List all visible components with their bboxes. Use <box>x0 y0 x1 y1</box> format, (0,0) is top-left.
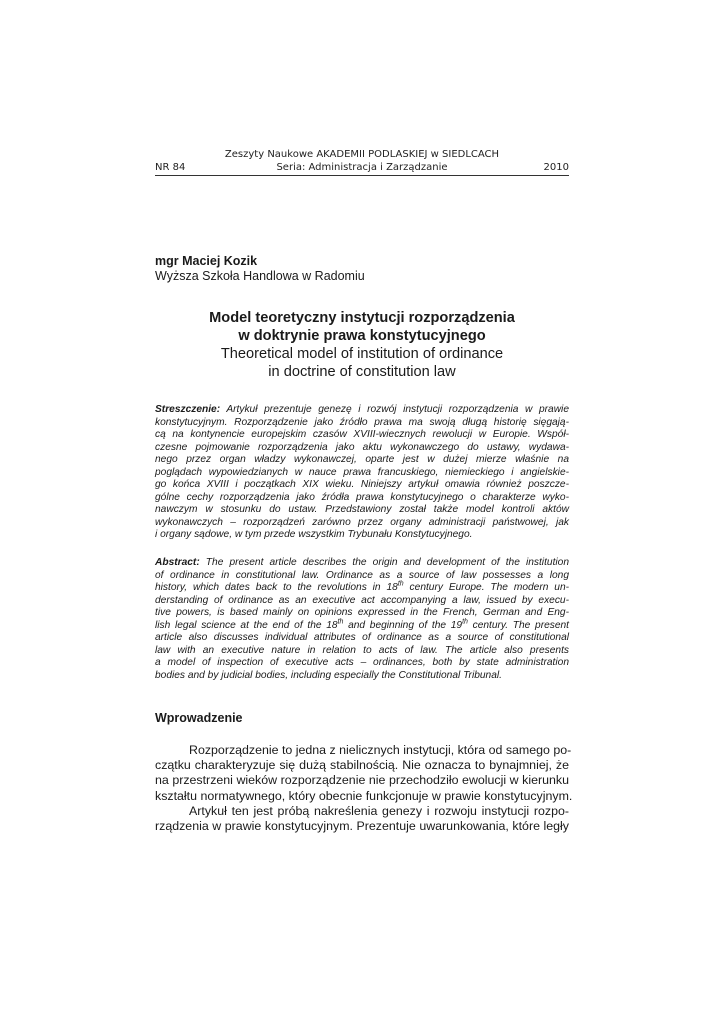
journal-title: Zeszyty Naukowe AKADEMII PODLASKIEJ w SIEDLCACH <box>224 149 500 160</box>
publication-year: 2010 <box>543 162 569 173</box>
abstract-line: lish legal science at the end of the 18th and beginning of the 19th century. The present <box>155 618 570 631</box>
title-en-line1: Theoretical model of institution of ordinance <box>220 346 504 362</box>
article-title <box>155 309 569 381</box>
abstract-line: nego przez organ władzy wykonawczej, oparte jest w dużej mierze właśnie na <box>155 454 569 465</box>
abstract-line: cą na kontynencie europejskim czasów XVIII-wiecznych rewolucji w Europie. Współ- <box>155 429 569 440</box>
section-heading: Wprowadzenie <box>155 711 243 725</box>
abstract-label: Abstract: <box>155 557 200 568</box>
body-line: na przestrzeni wieków rozporządzenie nie przechodziło ewolucji w kierunku <box>155 773 569 788</box>
abstract-line: Abstract: The present article describes the origin and development of the institution <box>155 557 569 568</box>
abstract-line: article also discusses individual attributes of ordinance as a source of constitutional <box>155 632 569 643</box>
body-line: czątku charakteryzuje się dużą stabilnością. Nie oznacza to bynajmniej, że <box>155 758 569 773</box>
issue-number: NR 84 <box>155 162 186 173</box>
superscript: th <box>337 618 344 626</box>
body-line: Artykuł ten jest próbą nakreślenia genezy i rozwoju instytucji rozpo- <box>189 803 569 818</box>
abstract-paragraph <box>155 557 569 682</box>
title-en-line2: in doctrine of constitution law <box>268 364 456 380</box>
abstract-line: gólne cechy rozporządzenia jako źródła prawa konstytucyjnego o charakterze wyko- <box>155 491 569 503</box>
running-header <box>155 148 569 176</box>
author-affiliation: Wyższa Szkoła Handlowa w Radomiu <box>155 269 365 283</box>
abstract-line: history, which dates back to the revolutions in 18th century Europe. The modern un- <box>155 580 569 593</box>
body-line: Rozporządzenie to jedna z nielicznych instytucji, która od samego po- <box>189 743 572 757</box>
title-pl-line1: Model teoretyczny instytucji rozporządzenia <box>209 310 515 326</box>
abstract-line: nawczym w stosunku do ustaw. Przedstawiony został także model kontroli aktów <box>155 504 569 515</box>
header-rule <box>155 175 569 176</box>
abstract-line: law with an executive nature in relation to acts of law. The article also presents <box>155 644 569 656</box>
author-name: mgr Maciej Kozik <box>155 254 258 268</box>
abstract-line: derstanding of ordinance as an executive act accompanying a law, issued by execu- <box>155 594 569 606</box>
abstract-line: tive powers, is based mainly on opinions expressed in the French, German and Eng- <box>155 607 569 618</box>
abstract-line: poglądach wypowiedzianych w nauce prawa francuskiego, niemieckiego i angielskie- <box>155 466 569 478</box>
abstract-line: czesne pojmowanie rozporządzenia jako aktu wykonawczego do ustawy, wydawa- <box>155 441 569 453</box>
abstract-line: a model of inspection of executive acts – ordinances, both by state administration <box>155 657 569 668</box>
streszczenie-label: Streszczenie: <box>155 404 221 415</box>
abstract-line: i organy sądowe, w tym przede wszystkim Trybunału Konstytucyjnego. <box>155 529 473 540</box>
abstract-line: of ordinance in constitutional law. Ordinance as a source of law possesses a long <box>155 569 569 581</box>
header-row <box>155 161 569 174</box>
abstract-line: konstytucyjnym. Rozporządzenie jako źródło prawa ma swoją długą historię sięgają- <box>155 416 569 428</box>
body-line: rządzenia w prawie konstytucyjnym. Prezentuje uwarunkowania, które legły <box>155 818 569 833</box>
abstract-line: wykonawczych – rozporządzeń zarówno przez organy administracji państwowej, jak <box>155 516 569 528</box>
title-pl-line2: w doktrynie prawa konstytucyjnego <box>238 328 486 344</box>
series-name: Seria: Administracja i Zarządzanie <box>276 162 448 173</box>
abstract-line: Streszczenie: Artykuł prezentuje genezę i rozwój instytucji rozporządzenia w prawie <box>155 404 569 415</box>
body-paragraphs <box>155 743 573 834</box>
superscript: th <box>397 580 404 588</box>
author-block <box>155 254 569 284</box>
streszczenie-paragraph <box>155 404 569 542</box>
body-line: kształtu normatywnego, który obecnie funkcjonuje w prawie konstytucyjnym. <box>155 788 573 803</box>
superscript: th <box>462 618 468 626</box>
abstract-line: go końca XVIII i początkach XIX wieku. Niniejszy artykuł omawia również poszcze- <box>155 479 569 490</box>
abstract-line: bodies and by judicial bodies, including especially the Constitutional Tribunal. <box>155 669 502 681</box>
